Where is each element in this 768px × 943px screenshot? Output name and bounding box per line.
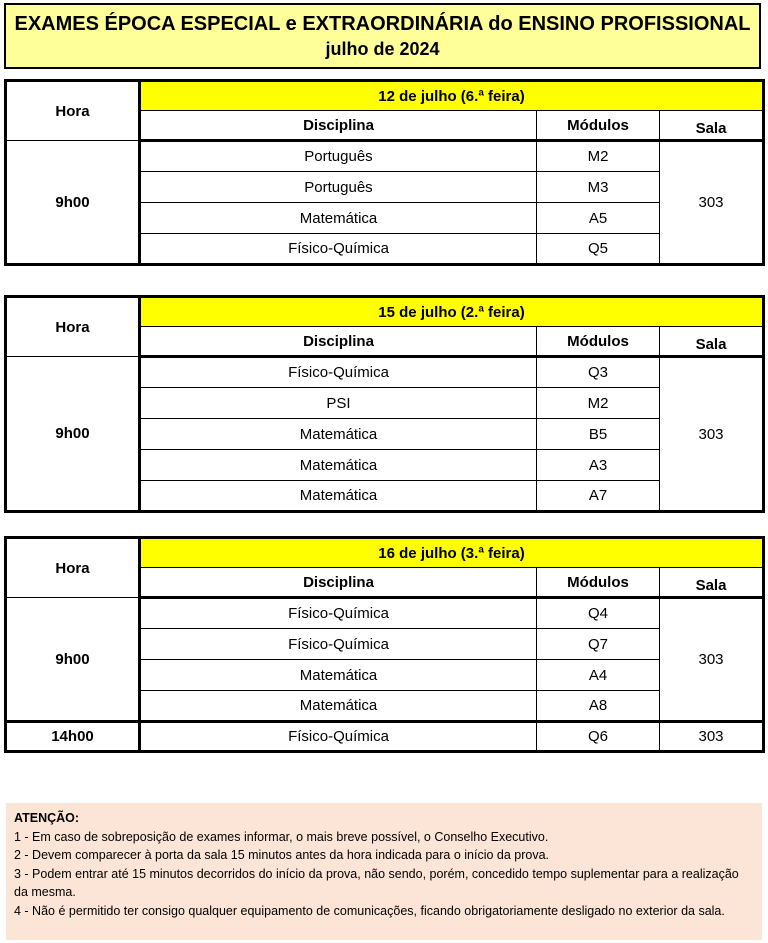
modulos-header: Módulos <box>537 111 660 141</box>
disciplina-cell: Matemática <box>140 203 537 234</box>
disciplina-header: Disciplina <box>140 111 537 141</box>
sala-header: Sala <box>660 327 764 357</box>
date-header: 15 de julho (2.ª feira) <box>140 297 764 327</box>
sala-cell: 303 <box>660 357 764 512</box>
disciplina-cell: Matemática <box>140 450 537 481</box>
modulo-cell: A5 <box>537 203 660 234</box>
note-item: 1 - Em caso de sobreposição de exames informar, o mais breve possível, o Conselho Executivo. <box>14 829 549 844</box>
disciplina-cell: PSI <box>140 388 537 419</box>
modulo-cell: B5 <box>537 419 660 450</box>
modulo-cell: A3 <box>537 450 660 481</box>
table-row <box>6 598 764 629</box>
disciplina-cell: Físico-Química <box>140 722 537 752</box>
disciplina-cell: Físico-Química <box>140 357 537 388</box>
modulo-cell: Q7 <box>537 629 660 660</box>
disciplina-header: Disciplina <box>140 327 537 357</box>
notes-heading: ATENÇÃO: <box>14 811 80 825</box>
modulo-cell: Q3 <box>537 357 660 388</box>
exam-table-12-julho <box>4 79 765 266</box>
modulo-cell: M3 <box>537 172 660 203</box>
attention-notes <box>6 803 762 940</box>
modulo-cell: M2 <box>537 388 660 419</box>
modulo-cell: M2 <box>537 141 660 172</box>
modulo-cell: Q5 <box>537 234 660 265</box>
modulos-header: Módulos <box>537 327 660 357</box>
disciplina-cell: Português <box>140 172 537 203</box>
exam-table-16-julho <box>4 536 765 753</box>
sala-header: Sala <box>660 111 764 141</box>
disciplina-cell: Matemática <box>140 419 537 450</box>
hora-header: Hora <box>6 81 140 141</box>
table-row <box>6 722 764 752</box>
disciplina-cell: Português <box>140 141 537 172</box>
hora-cell: 9h00 <box>6 598 140 722</box>
exam-table-15-julho <box>4 295 765 513</box>
hora-header: Hora <box>6 297 140 357</box>
disciplina-cell: Físico-Química <box>140 598 537 629</box>
disciplina-cell: Matemática <box>140 481 537 512</box>
title-line: EXAMES ÉPOCA ESPECIAL e EXTRAORDINÁRIA do ENSINO PROFISSIONAL <box>14 13 751 35</box>
subtitle-line: julho de 2024 <box>325 39 440 59</box>
table-row <box>6 357 764 388</box>
disciplina-cell: Matemática <box>140 691 537 722</box>
hora-cell: 9h00 <box>6 357 140 512</box>
disciplina-cell: Físico-Química <box>140 234 537 265</box>
hora-header: Hora <box>6 538 140 598</box>
disciplina-cell: Físico-Química <box>140 629 537 660</box>
modulo-cell: A4 <box>537 660 660 691</box>
hora-cell: 9h00 <box>6 141 140 265</box>
hora-cell: 14h00 <box>6 722 140 752</box>
page-title <box>4 3 761 69</box>
sala-cell: 303 <box>660 722 764 752</box>
note-item: 3 - Podem entrar até 15 minutos decorridos do início da prova, não sendo, porém, concedido tempo suplementar para a realização da mesma. <box>14 866 739 899</box>
note-item: 4 - Não é permitido ter consigo qualquer equipamento de comunicações, ficando obrigatoriamente desligado no exterior da sala. <box>14 903 725 918</box>
sala-cell: 303 <box>660 141 764 265</box>
date-header: 12 de julho (6.ª feira) <box>140 81 764 111</box>
sala-header: Sala <box>660 568 764 598</box>
modulo-cell: Q6 <box>537 722 660 752</box>
sala-cell: 303 <box>660 598 764 722</box>
disciplina-header: Disciplina <box>140 568 537 598</box>
modulo-cell: A7 <box>537 481 660 512</box>
note-item: 2 - Devem comparecer à porta da sala 15 minutos antes da hora indicada para o início da prova. <box>14 848 550 862</box>
table-row <box>6 141 764 172</box>
modulo-cell: A8 <box>537 691 660 722</box>
date-header: 16 de julho (3.ª feira) <box>140 538 764 568</box>
disciplina-cell: Matemática <box>140 660 537 691</box>
modulo-cell: Q4 <box>537 598 660 629</box>
modulos-header: Módulos <box>537 568 660 598</box>
